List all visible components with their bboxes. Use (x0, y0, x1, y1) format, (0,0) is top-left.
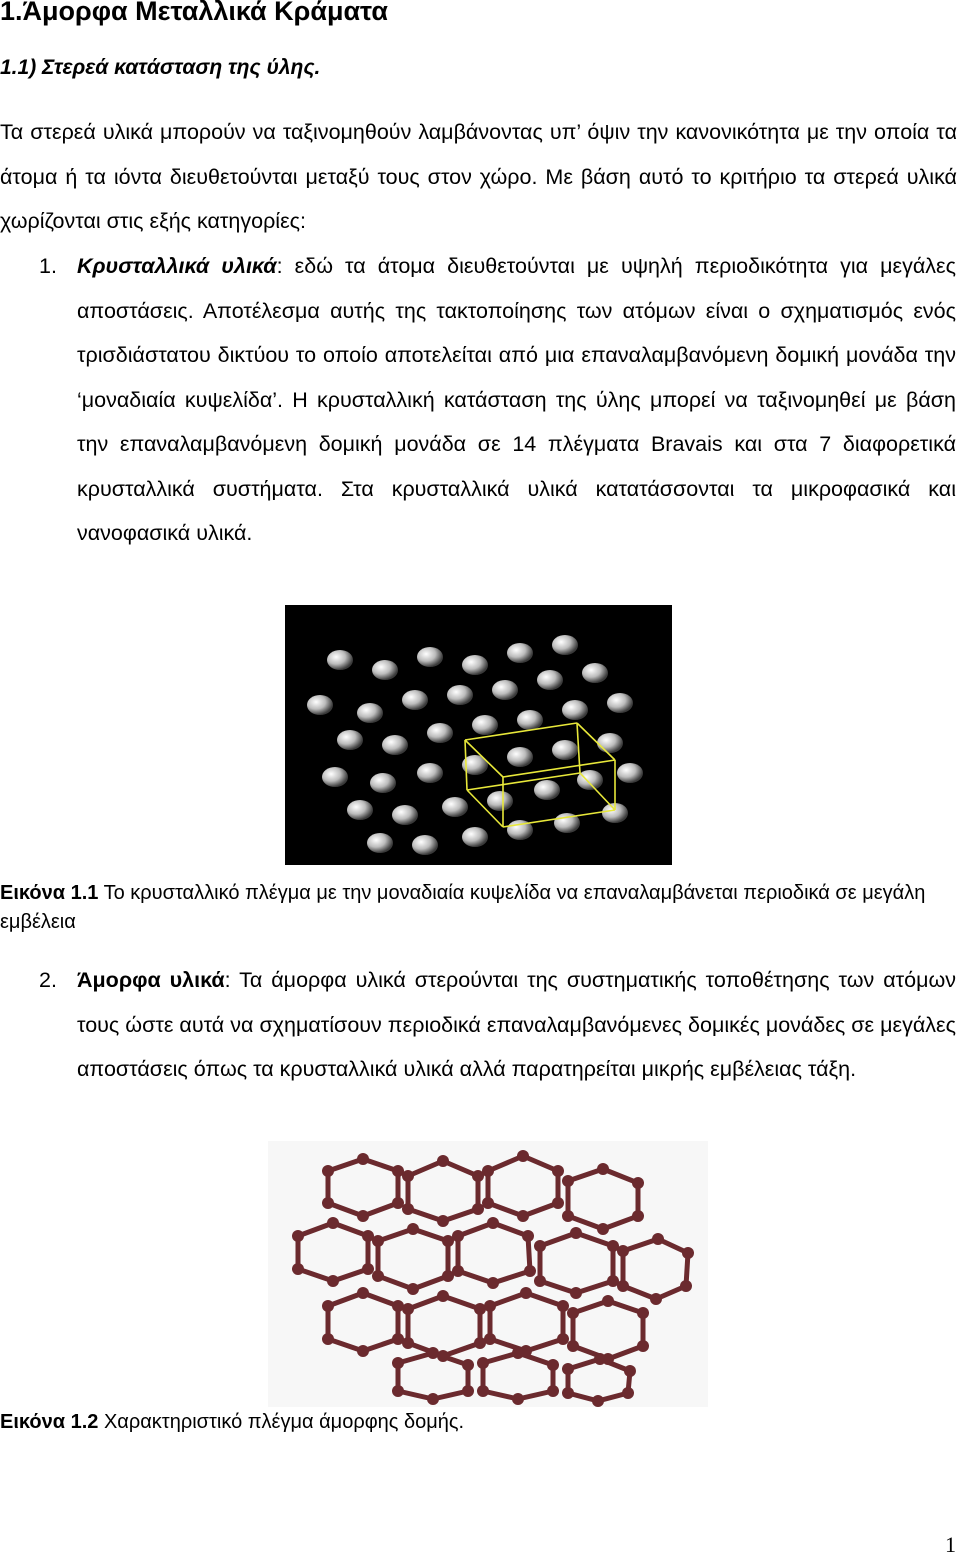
network-atom (322, 1300, 334, 1312)
network-atom (392, 1357, 404, 1369)
list-number: 2. (39, 968, 57, 992)
network-atom (487, 1217, 499, 1229)
network-atom (357, 1210, 369, 1222)
network-atom (632, 1210, 644, 1222)
crystal-lattice-image (285, 605, 672, 865)
atom-sphere (337, 730, 363, 750)
atom-sphere (462, 655, 488, 675)
network-atom (637, 1340, 649, 1352)
network-atom (567, 1340, 579, 1352)
network-atom (624, 1365, 636, 1377)
figure-label: Εικόνα 1.2 (0, 1411, 99, 1433)
network-atom (622, 1387, 634, 1399)
atom-sphere (442, 797, 468, 817)
network-atom (327, 1275, 339, 1287)
network-atom (632, 1177, 644, 1189)
network-atom (594, 1353, 606, 1365)
amorphous-network-image (268, 1141, 708, 1407)
atom-sphere (412, 835, 438, 855)
network-atom (562, 1363, 574, 1375)
network-atom (487, 1277, 499, 1289)
network-atom (557, 1333, 569, 1345)
network-atom (652, 1233, 664, 1245)
network-atom (362, 1263, 374, 1275)
network-atom (557, 1300, 569, 1312)
network-atom (472, 1203, 484, 1215)
atom-sphere (417, 763, 443, 783)
network-atom (562, 1387, 574, 1399)
network-atom (402, 1203, 414, 1215)
network-atom (407, 1283, 419, 1295)
network-atom (357, 1287, 369, 1299)
amorphous-network-figure (268, 1141, 708, 1407)
network-atom (372, 1270, 384, 1282)
figure-label: Εικόνα 1.1 (0, 882, 99, 904)
network-atom (477, 1385, 489, 1397)
network-atom (524, 1265, 536, 1277)
figure-caption-1 (0, 879, 940, 937)
network-atom (462, 1385, 474, 1397)
atom-sphere (417, 647, 443, 667)
network-atom (392, 1197, 404, 1209)
network-atom (552, 1165, 564, 1177)
network-atom (452, 1265, 464, 1277)
network-atom (484, 1333, 496, 1345)
caption-text: Χαρακτηριστικό πλέγμα άμορφης δομής. (98, 1411, 465, 1433)
atom-sphere (327, 650, 353, 670)
atom-sphere (507, 747, 533, 767)
network-atom (562, 1210, 574, 1222)
network-atom (372, 1235, 384, 1247)
page-number: 1 (945, 1532, 956, 1557)
atom-sphere (307, 695, 333, 715)
page-title: 1.Άμορφα Μεταλλικά Κράματα (0, 0, 388, 26)
atom-sphere (357, 703, 383, 723)
crystal-lattice-figure (285, 605, 672, 865)
network-atom (402, 1303, 414, 1315)
network-atom (650, 1293, 662, 1305)
atom-sphere (597, 733, 623, 753)
network-atom (427, 1347, 439, 1359)
network-atom (402, 1170, 414, 1182)
atom-sphere (347, 800, 373, 820)
network-atom (570, 1227, 582, 1239)
atom-sphere (472, 715, 498, 735)
network-atom (534, 1240, 546, 1252)
network-atom (602, 1295, 614, 1307)
item-text: : εδώ τα άτομα διευθετούνται με υψηλή περιοδικότητα για μεγάλες αποστάσεις. Αποτέλεσμα αυτής της τακτοποίησης των ατόμων είναι ο σχηματισμός ενός τρισδιάστατου δικτύου το οποίο αποτελείται από μια επαναλαμβανόμενη δομική μονάδα την ‘μοναδιαία κυψελίδα’. Η κρυσταλλική κατάσταση της ύλης μπορεί να ταξινομηθεί με βάση την επαναλαμβανόμενη δομική μονάδα σε 14 πλέγματα Bravais και στα 7 διαφορετικά κρυσταλλικά συστήματα. Στα κρυσταλλικά υλικά κατατάσσονται τα μικροφασικά και νανοφασικά υλικά. (77, 254, 957, 545)
unit-cell-edge (465, 740, 467, 790)
network-atom (617, 1280, 629, 1292)
atom-sphere (382, 735, 408, 755)
network-atom (517, 1210, 529, 1222)
network-atom (567, 1307, 579, 1319)
network-atom (680, 1280, 692, 1292)
atom-sphere (517, 710, 543, 730)
network-atom (392, 1385, 404, 1397)
atom-sphere (582, 663, 608, 683)
network-atom (534, 1275, 546, 1287)
atom-sphere (537, 670, 563, 690)
network-atom (357, 1345, 369, 1357)
network-atom (322, 1165, 334, 1177)
intro-paragraph: Τα στερεά υλικά μπορούν να ταξινομηθούν λαμβάνοντας υπ’ όψιν την κανονικότητα με την οποία τα άτομα ή τα ιόντα διευθετούνται μεταξύ τους στον χώρο. Με βάση αυτό το κριτήριο τα στερεά υλικά χωρίζονται στις εξής κατηγορίες: (0, 120, 957, 233)
atom-sphere (427, 723, 453, 743)
network-atom (357, 1153, 369, 1165)
figure-caption-2 (0, 1408, 940, 1437)
network-atom (637, 1307, 649, 1319)
network-atom (327, 1217, 339, 1229)
network-atom (547, 1359, 559, 1371)
atom-sphere (462, 827, 488, 847)
atom-sphere (372, 660, 398, 680)
network-atom (597, 1163, 609, 1175)
network-atom (482, 1197, 494, 1209)
network-atom (437, 1215, 449, 1227)
network-atom (522, 1230, 534, 1242)
network-atom (482, 1165, 494, 1177)
network-atom (402, 1337, 414, 1349)
network-atom (592, 1395, 604, 1407)
network-atom (552, 1197, 564, 1209)
network-atom (512, 1393, 524, 1405)
section-heading: 1.1) Στερεά κατάσταση της ύλης. (0, 56, 321, 79)
network-atom (292, 1263, 304, 1275)
network-atom (562, 1175, 574, 1187)
atom-sphere (447, 685, 473, 705)
network-atom (570, 1287, 582, 1299)
network-atom (437, 1290, 449, 1302)
network-atom (407, 1223, 419, 1235)
atom-sphere (552, 740, 578, 760)
network-atom (512, 1347, 524, 1359)
atom-sphere (392, 805, 418, 825)
atom-sphere (370, 773, 396, 793)
network-atom (322, 1333, 334, 1345)
network-atom (462, 1359, 474, 1371)
network-atom (292, 1230, 304, 1242)
term-amorphous: Άμορφα υλικά (77, 968, 225, 992)
network-atom (547, 1385, 559, 1397)
item-text: : Τα άμορφα υλικά στερούνται της συστηματικής τοποθέτησης των ατόμων τους ώστε αυτά να σχηματίσουν περιοδικά επαναλαμβανόμενες δομικές μονάδες σε μεγάλες αποστάσεις όπως τα κρυσταλλικά υλικά αλλά παρατηρείται μικρής εμβέλειας τάξη. (77, 968, 956, 1081)
list-number: 1. (39, 254, 57, 278)
network-atom (597, 1223, 609, 1235)
atom-sphere (617, 763, 643, 783)
atom-sphere (487, 791, 513, 811)
network-atom (437, 1155, 449, 1167)
atom-sphere (507, 643, 533, 663)
atom-sphere (322, 767, 348, 787)
network-atom (520, 1287, 532, 1299)
unit-cell-edge (467, 773, 580, 790)
network-atom (427, 1393, 439, 1405)
network-atom (682, 1247, 694, 1259)
atom-sphere (367, 833, 393, 853)
network-atom (452, 1230, 464, 1242)
atom-sphere (562, 700, 588, 720)
network-atom (517, 1150, 529, 1162)
atom-sphere (492, 680, 518, 700)
term-crystalline: Κρυσταλλικά υλικά (77, 254, 277, 278)
network-atom (477, 1357, 489, 1369)
caption-text: Το κρυσταλλικό πλέγμα με την μοναδιαία κυψελίδα να επαναλαμβάνεται περιοδικά σε μεγάλη εμβέλεια (0, 882, 926, 933)
network-atom (322, 1197, 334, 1209)
network-atom (484, 1300, 496, 1312)
atom-sphere (552, 635, 578, 655)
network-atom (617, 1245, 629, 1257)
atom-sphere (402, 690, 428, 710)
atom-sphere (607, 693, 633, 713)
atom-sphere (534, 780, 560, 800)
